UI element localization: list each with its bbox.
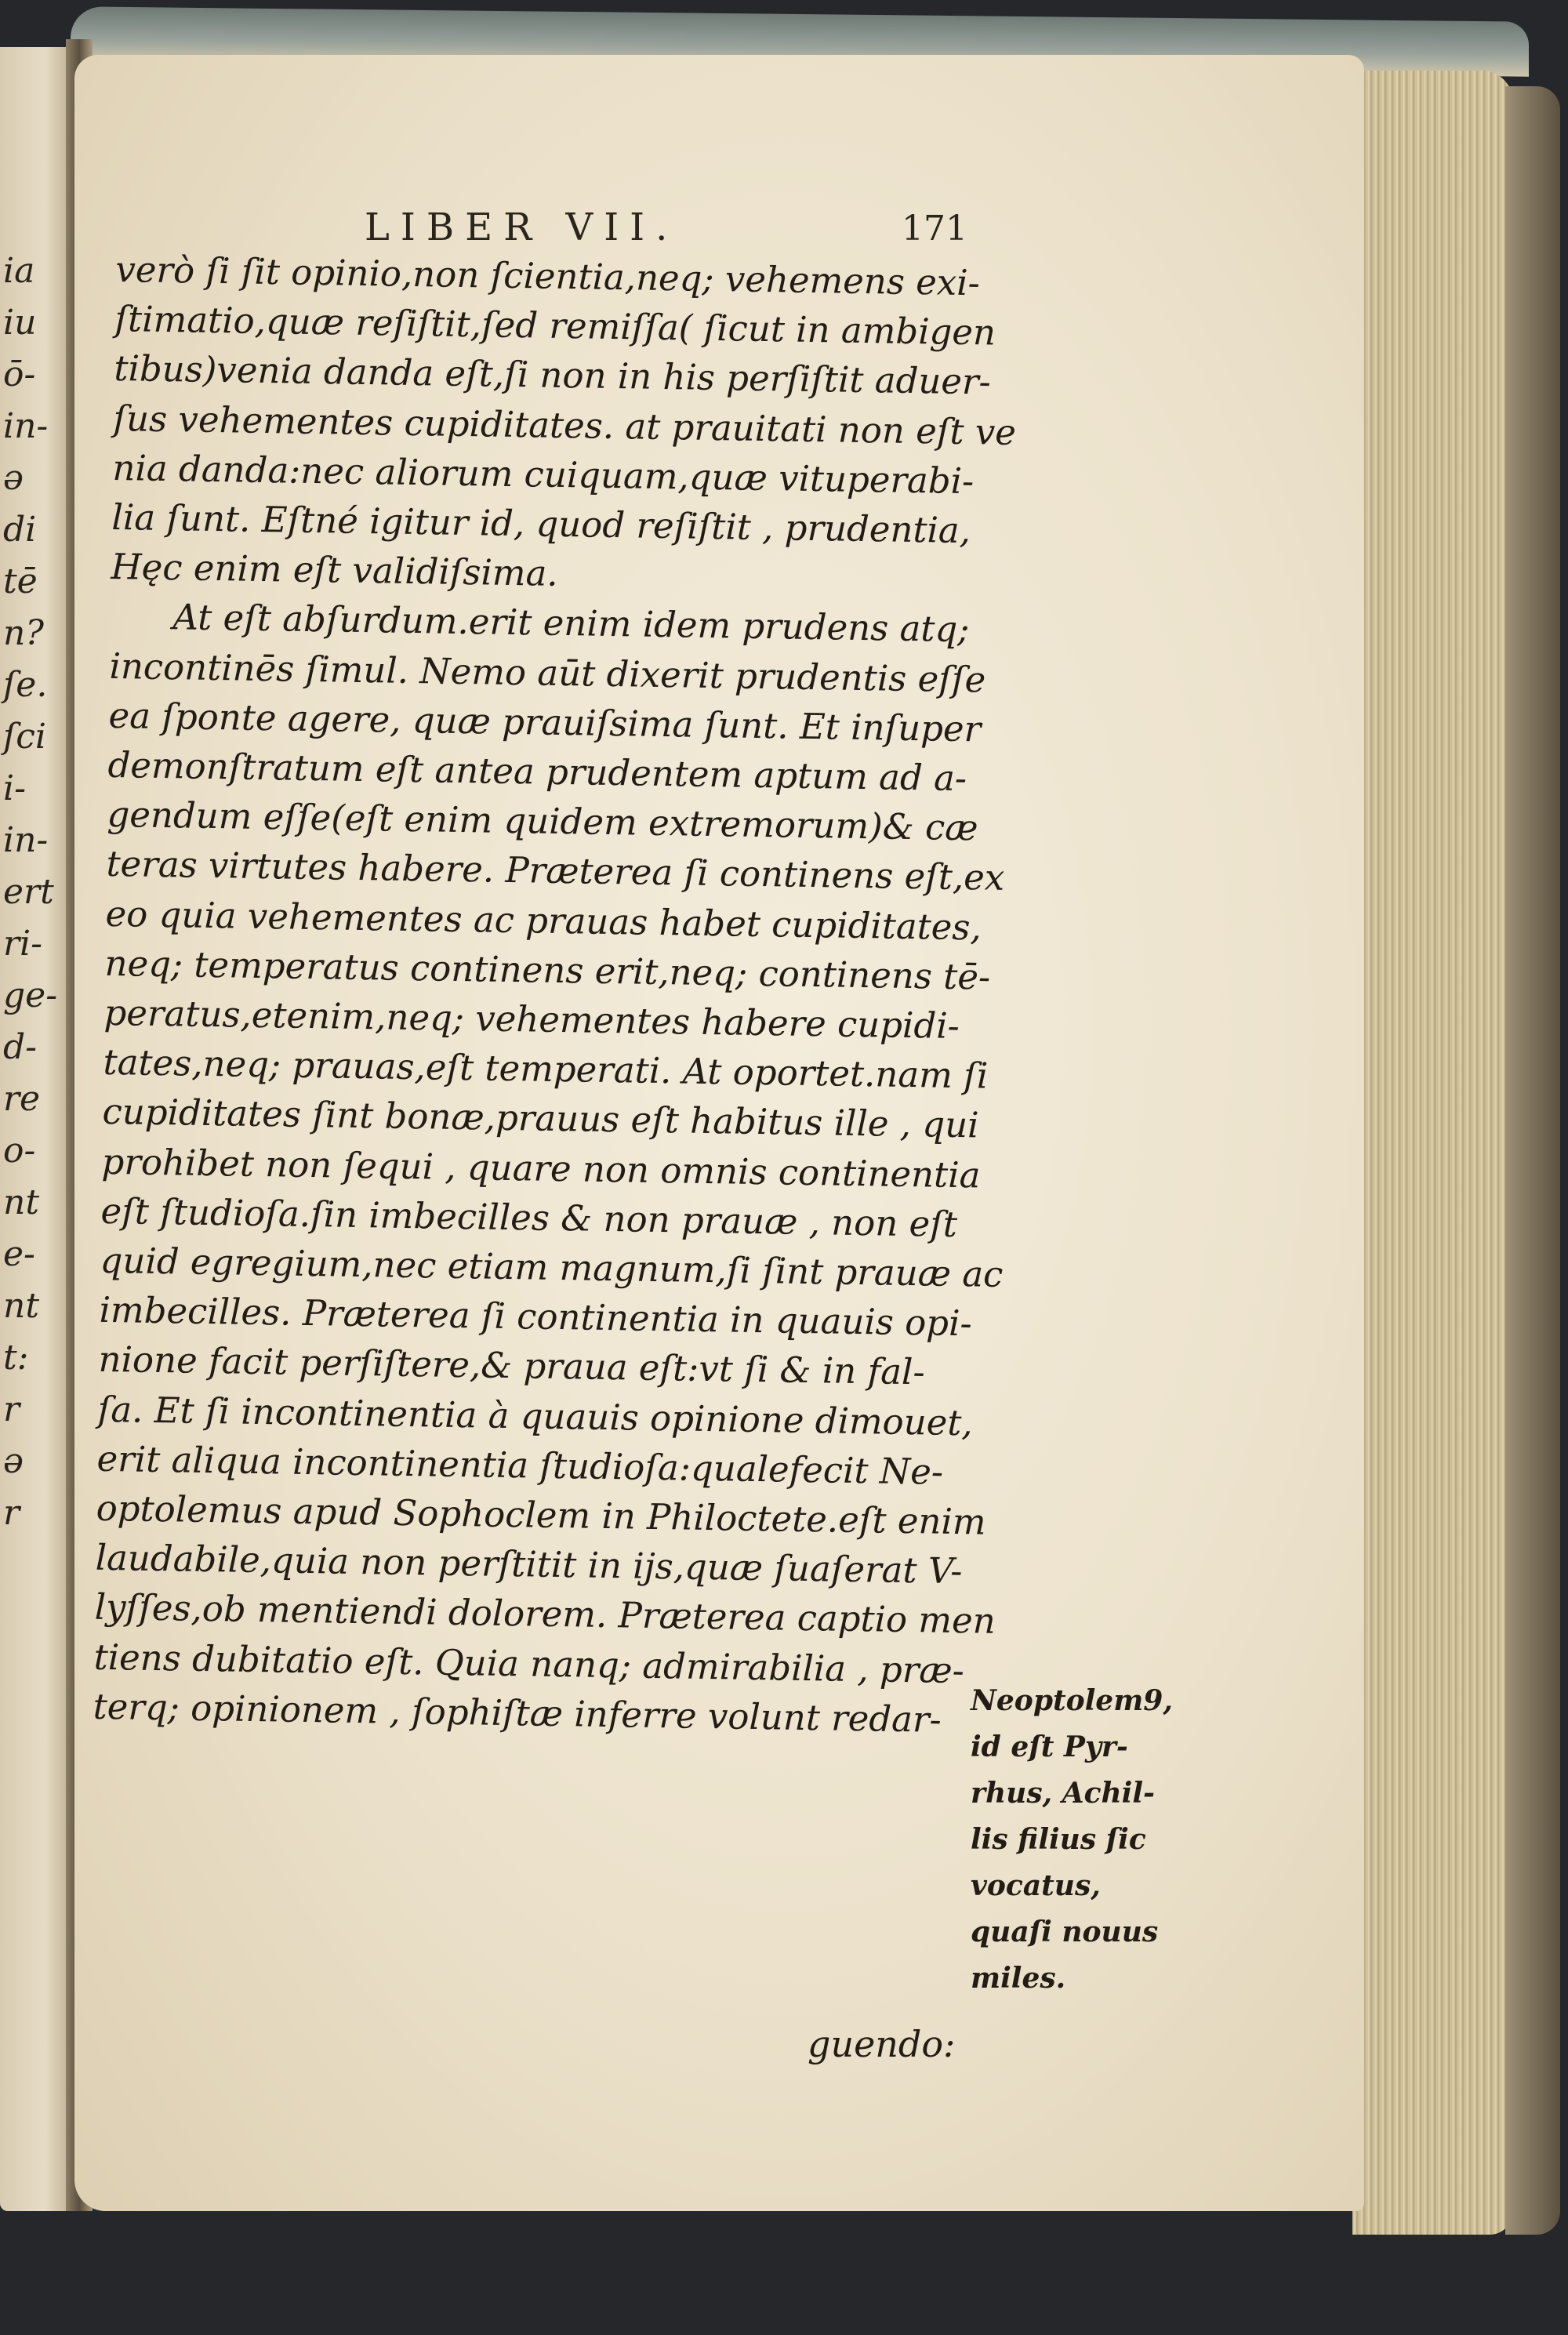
left-page-fragment: ri-	[3, 924, 42, 964]
text-line: lyſſes,ob mentiendi dolorem. Præterea captio men	[94, 1586, 996, 1643]
left-page-fragment: ſe.	[3, 665, 48, 705]
margin-note	[971, 1678, 1174, 2002]
left-page-fragment: ert	[3, 872, 54, 912]
text-line: tibus)venia danda eſt,ſi non in his perſiſtit aduer-	[114, 347, 992, 403]
text-line: ſa. Et ſi incontinentia à quauis opinione dimouet,	[97, 1388, 974, 1444]
text-line: eo quia vehementes ac prauas habet cupiditates,	[105, 892, 982, 949]
text-line: quid egregium,nec etiam magnum,ſi ſint prauæ ac	[100, 1239, 1004, 1295]
text-line: neq; temperatus continens erit,neq; continens tē-	[104, 942, 991, 998]
margin-note-line: miles.	[971, 1962, 1066, 1995]
text-line: prohibet non ſequi , quare non omnis continentia	[101, 1140, 981, 1197]
left-page-fragment: nt	[3, 1286, 40, 1326]
text-line: teras virtutes habere. Præterea ſi continens eſt,ex	[106, 843, 1005, 899]
text-line: Hęc enim eſt validiſsima.	[111, 546, 559, 595]
text-line: nia danda:nec aliorum cuiquam,quæ vituperabi-	[112, 446, 975, 503]
left-page-fragment: i-	[3, 768, 26, 808]
left-page-fragment: r	[3, 1389, 20, 1429]
text-line: tiens dubitatio eſt. Quia nanq; admirabilia , præ-	[93, 1636, 965, 1691]
text-line: verò ſi ſit opinio,non ſcientia,neq; vehemens exi-	[115, 248, 981, 304]
left-page	[0, 47, 74, 2211]
text-line: erit aliqua incontinentia ſtudioſa:qualefecit Ne-	[96, 1437, 944, 1493]
text-line: optolemus apud Sophoclem in Philoctete.eſt enim	[96, 1487, 986, 1543]
text-line: ſus vehementes cupiditates. at prauitati non eſt ve	[113, 397, 1017, 453]
left-page-fragment: in-	[3, 820, 49, 860]
left-page-fragment: t:	[3, 1338, 29, 1378]
text-line: cupiditates ſint bonæ,prauus eſt habitus ille , qui	[102, 1091, 979, 1146]
left-page-fragment: tē	[3, 561, 38, 601]
text-line: laudabile,quia non perſtitit in ijs,quæ ſuaſerat V-	[95, 1537, 963, 1592]
left-page-fragment: ǝ	[3, 458, 24, 498]
left-page-fragment: di	[3, 510, 37, 550]
text-line: incontinēs ſimul. Nemo aūt dixerit prudentis eſſe	[109, 645, 986, 701]
left-page-fragment: e-	[3, 1234, 35, 1274]
body-text	[93, 245, 1017, 1745]
text-line: peratus,etenim,neq; vehementes habere cupidi-	[103, 991, 960, 1048]
left-page-fragment: nt	[3, 1182, 40, 1222]
text-line: lia ſunt. Eſtné igitur id, quod reſiſtit , prudentia,	[111, 496, 971, 552]
text-line: At eſt abſurdum.erit enim idem prudens atq;	[172, 596, 970, 651]
left-page-fragment: r	[3, 1493, 20, 1533]
text-line: tates,neq; prauas,eſt temperati. At oportet.nam ſi	[103, 1041, 989, 1097]
left-page-fragment: re	[3, 1079, 41, 1119]
left-page-fragment: iu	[3, 303, 37, 343]
text-line: ea ſponte agere, quæ prauiſsima ſunt. Et inſuper	[108, 694, 982, 750]
left-page-fragment: ō-	[3, 354, 36, 394]
margin-note-line: quaſi nouus	[971, 1916, 1159, 1948]
left-page-fragment: in-	[3, 406, 49, 446]
running-title: LIBER VII.	[365, 205, 679, 249]
margin-note-line: lis filius ſic	[971, 1823, 1146, 1856]
show-through	[1254, 1270, 1348, 1529]
left-page-fragment: ſci	[3, 717, 46, 757]
page-number: 171	[902, 209, 967, 249]
margin-note-line: id eſt Pyr-	[971, 1730, 1128, 1763]
left-page-fragment: d-	[3, 1027, 38, 1067]
text-line: ſtimatio,quæ reſiſtit,ſed remiſſa( ſicut in ambigen	[114, 298, 996, 354]
margin-note-line: Neoptolem9,	[971, 1684, 1173, 1717]
text-line: demonſtratum eſt antea prudentem aptum ad a-	[107, 743, 967, 800]
fore-edge	[1352, 71, 1513, 2235]
text-line: gendum eſſe(eſt enim quidem extremorum)& cæ	[107, 793, 979, 849]
left-page-fragment: ge-	[3, 975, 58, 1015]
text-line: eſt ſtudioſa.ſin imbecilles & non prauæ , non eſt	[100, 1189, 958, 1245]
margin-note-line: rhus, Achil-	[971, 1777, 1155, 1810]
text-line: nione facit perſiſtere,& praua eſt:vt ſi & in fal-	[98, 1338, 926, 1393]
left-page-fragment: o-	[3, 1131, 36, 1171]
margin-note-line: vocatus,	[971, 1869, 1101, 1902]
left-page-fragment: ia	[3, 251, 35, 291]
text-line: imbecilles. Præterea ſi continentia in quauis opi-	[99, 1289, 973, 1345]
catchword: guendo:	[808, 2023, 956, 2065]
left-page-fragment: ǝ	[3, 1441, 24, 1481]
cover-edge	[1505, 86, 1560, 2235]
text-line: terq; opinionem , ſophiſtæ inferre volunt redar-	[93, 1685, 942, 1741]
left-page-fragment: n?	[3, 613, 44, 653]
